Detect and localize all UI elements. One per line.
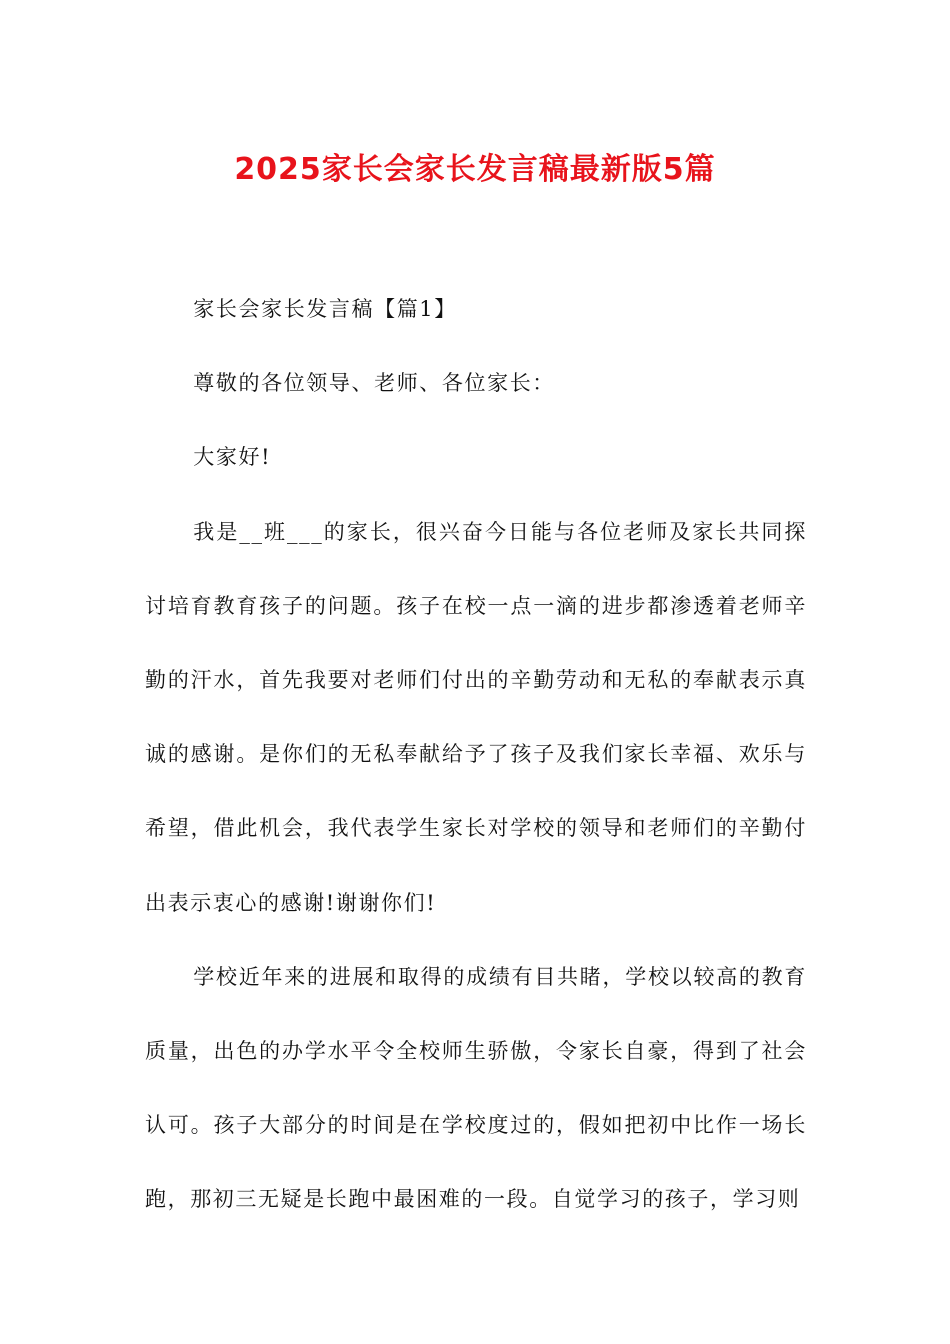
document-title: 2025家长会家长发言稿最新版5篇 xyxy=(234,152,716,187)
body-paragraph: 学校近年来的进展和取得的成绩有目共睹，学校以较高的教育质量，出色的办学水平令全校师生骄傲，令家长自豪，得到了社会认可。孩子大部分的时间是在学校度过的，假如把初中比作一场长跑，那初三无疑是长跑中最困难的一段。自觉学习的孩子，学习则 xyxy=(145,964,807,1212)
greeting: 大家好! xyxy=(193,445,272,470)
document-body xyxy=(145,272,807,1237)
section-heading: 家长会家长发言稿【篇1】 xyxy=(193,297,457,321)
salutation: 尊敬的各位领导、老师、各位家长： xyxy=(193,371,555,396)
body-paragraph: 我是__班___的家长，很兴奋今日能与各位老师及家长共同探讨培育教育孩子的问题。孩子在校一点一滴的进步都渗透着老师辛勤的汗水，首先我要对老师们付出的辛勤劳动和无私的奉献表示真诚的感谢。是你们的无私奉献给予了孩子及我们家长幸福、欢乐与希望，借此机会，我代表学生家长对学校的领导和老师们的辛勤付出表示衷心的感谢!谢谢你们! xyxy=(145,519,807,915)
